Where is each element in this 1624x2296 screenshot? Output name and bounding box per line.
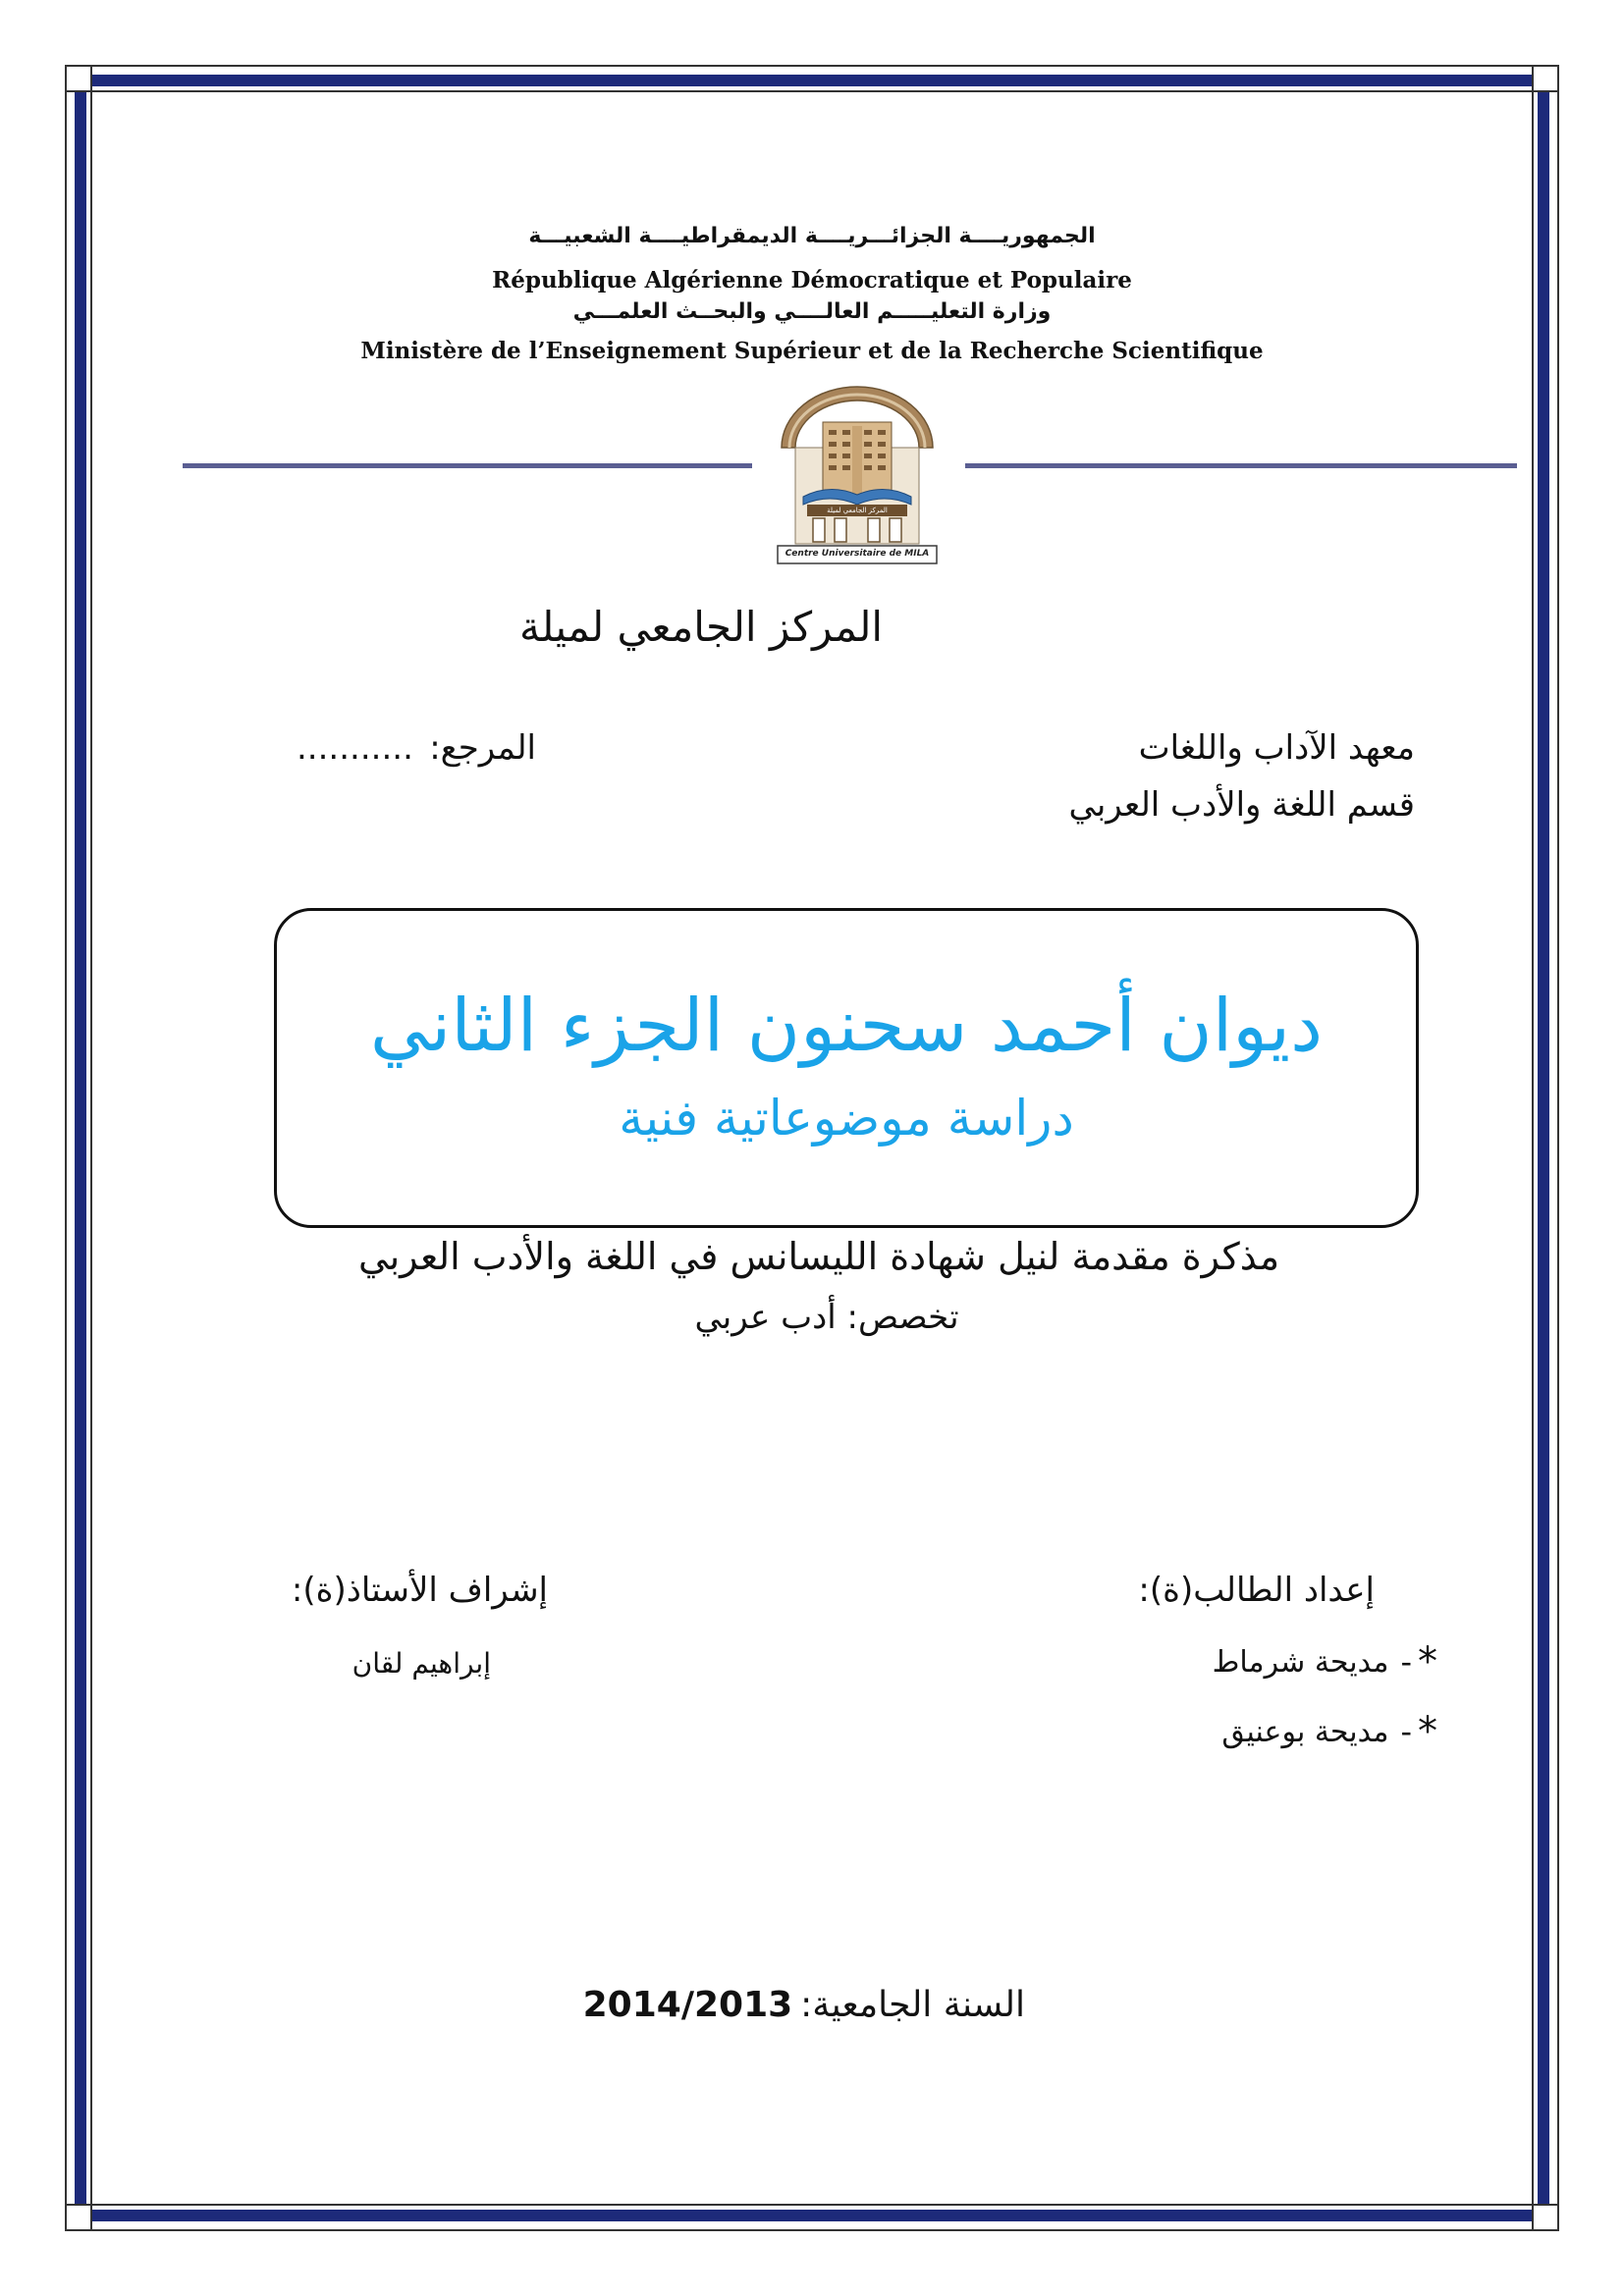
- bullet-star-icon: *: [1418, 1709, 1437, 1754]
- academic-year-value: 2014/2013: [582, 1985, 793, 2025]
- ministry-french: Ministère de l’Enseignement Supérieur et de la Recherche Scientifique: [360, 338, 1264, 364]
- academic-year: [583, 1985, 1025, 2025]
- department-name: قسم اللغة والأدب العربي: [1068, 785, 1415, 825]
- logo-caption: Centre Universitaire de MILA: [785, 549, 930, 559]
- specialty: تخصص: أدب عربي: [694, 1298, 959, 1337]
- bullet-star-icon: *: [1418, 1639, 1437, 1684]
- frame-corner: [65, 2204, 92, 2231]
- student-name: مديحة بوعنيق: [1221, 1714, 1389, 1749]
- header-rule-right: [965, 463, 1517, 468]
- institute-name: معهد الآداب واللغات: [1138, 728, 1415, 768]
- frame-corner: [65, 65, 92, 92]
- student-item: * - مديحة بوعنيق: [1221, 1709, 1437, 1754]
- thesis-title: ديوان أحمد سحنون الجزء الثاني: [369, 984, 1324, 1068]
- thesis-subtitle: دراسة موضوعاتية فنية: [619, 1090, 1074, 1147]
- academic-year-label: السنة الجامعية:: [800, 1985, 1025, 2025]
- supervisor-label: إشراف الأستاذ(ة):: [291, 1571, 548, 1610]
- republic-french: République Algérienne Démocratique et Populaire: [492, 267, 1132, 294]
- university-name: المركز الجامعي لميلة: [518, 603, 884, 651]
- reference-label: المرجع:: [429, 728, 536, 768]
- frame-corner: [1532, 2204, 1559, 2231]
- header-rule-left: [183, 463, 752, 468]
- student-item: * - مديحة شرماط: [1212, 1639, 1437, 1684]
- logo-inner-text: المركز الجامعي لميلة: [827, 507, 888, 514]
- thesis-note: مذكرة مقدمة لنيل شهادة الليسانس في اللغة والأدب العربي: [357, 1235, 1280, 1278]
- student-name: مديحة شرماط: [1212, 1644, 1389, 1680]
- students-label: إعداد الطالب(ة):: [1138, 1571, 1375, 1610]
- university-logo: [774, 379, 941, 567]
- supervisor-name: إبراهيم لقان: [352, 1647, 491, 1680]
- ministry-arabic: وزارة التعليـــــم العالــــي والبحــث العلمـــي: [572, 299, 1052, 324]
- republic-arabic: الجمهوريــــة الجزائـــريــــة الديمقراطيــــة الشعبيـــة: [528, 224, 1096, 248]
- title-box: [274, 908, 1419, 1228]
- reference-value: ...........: [297, 728, 413, 768]
- logo-emblem-icon: [774, 379, 941, 567]
- frame-corner: [1532, 65, 1559, 92]
